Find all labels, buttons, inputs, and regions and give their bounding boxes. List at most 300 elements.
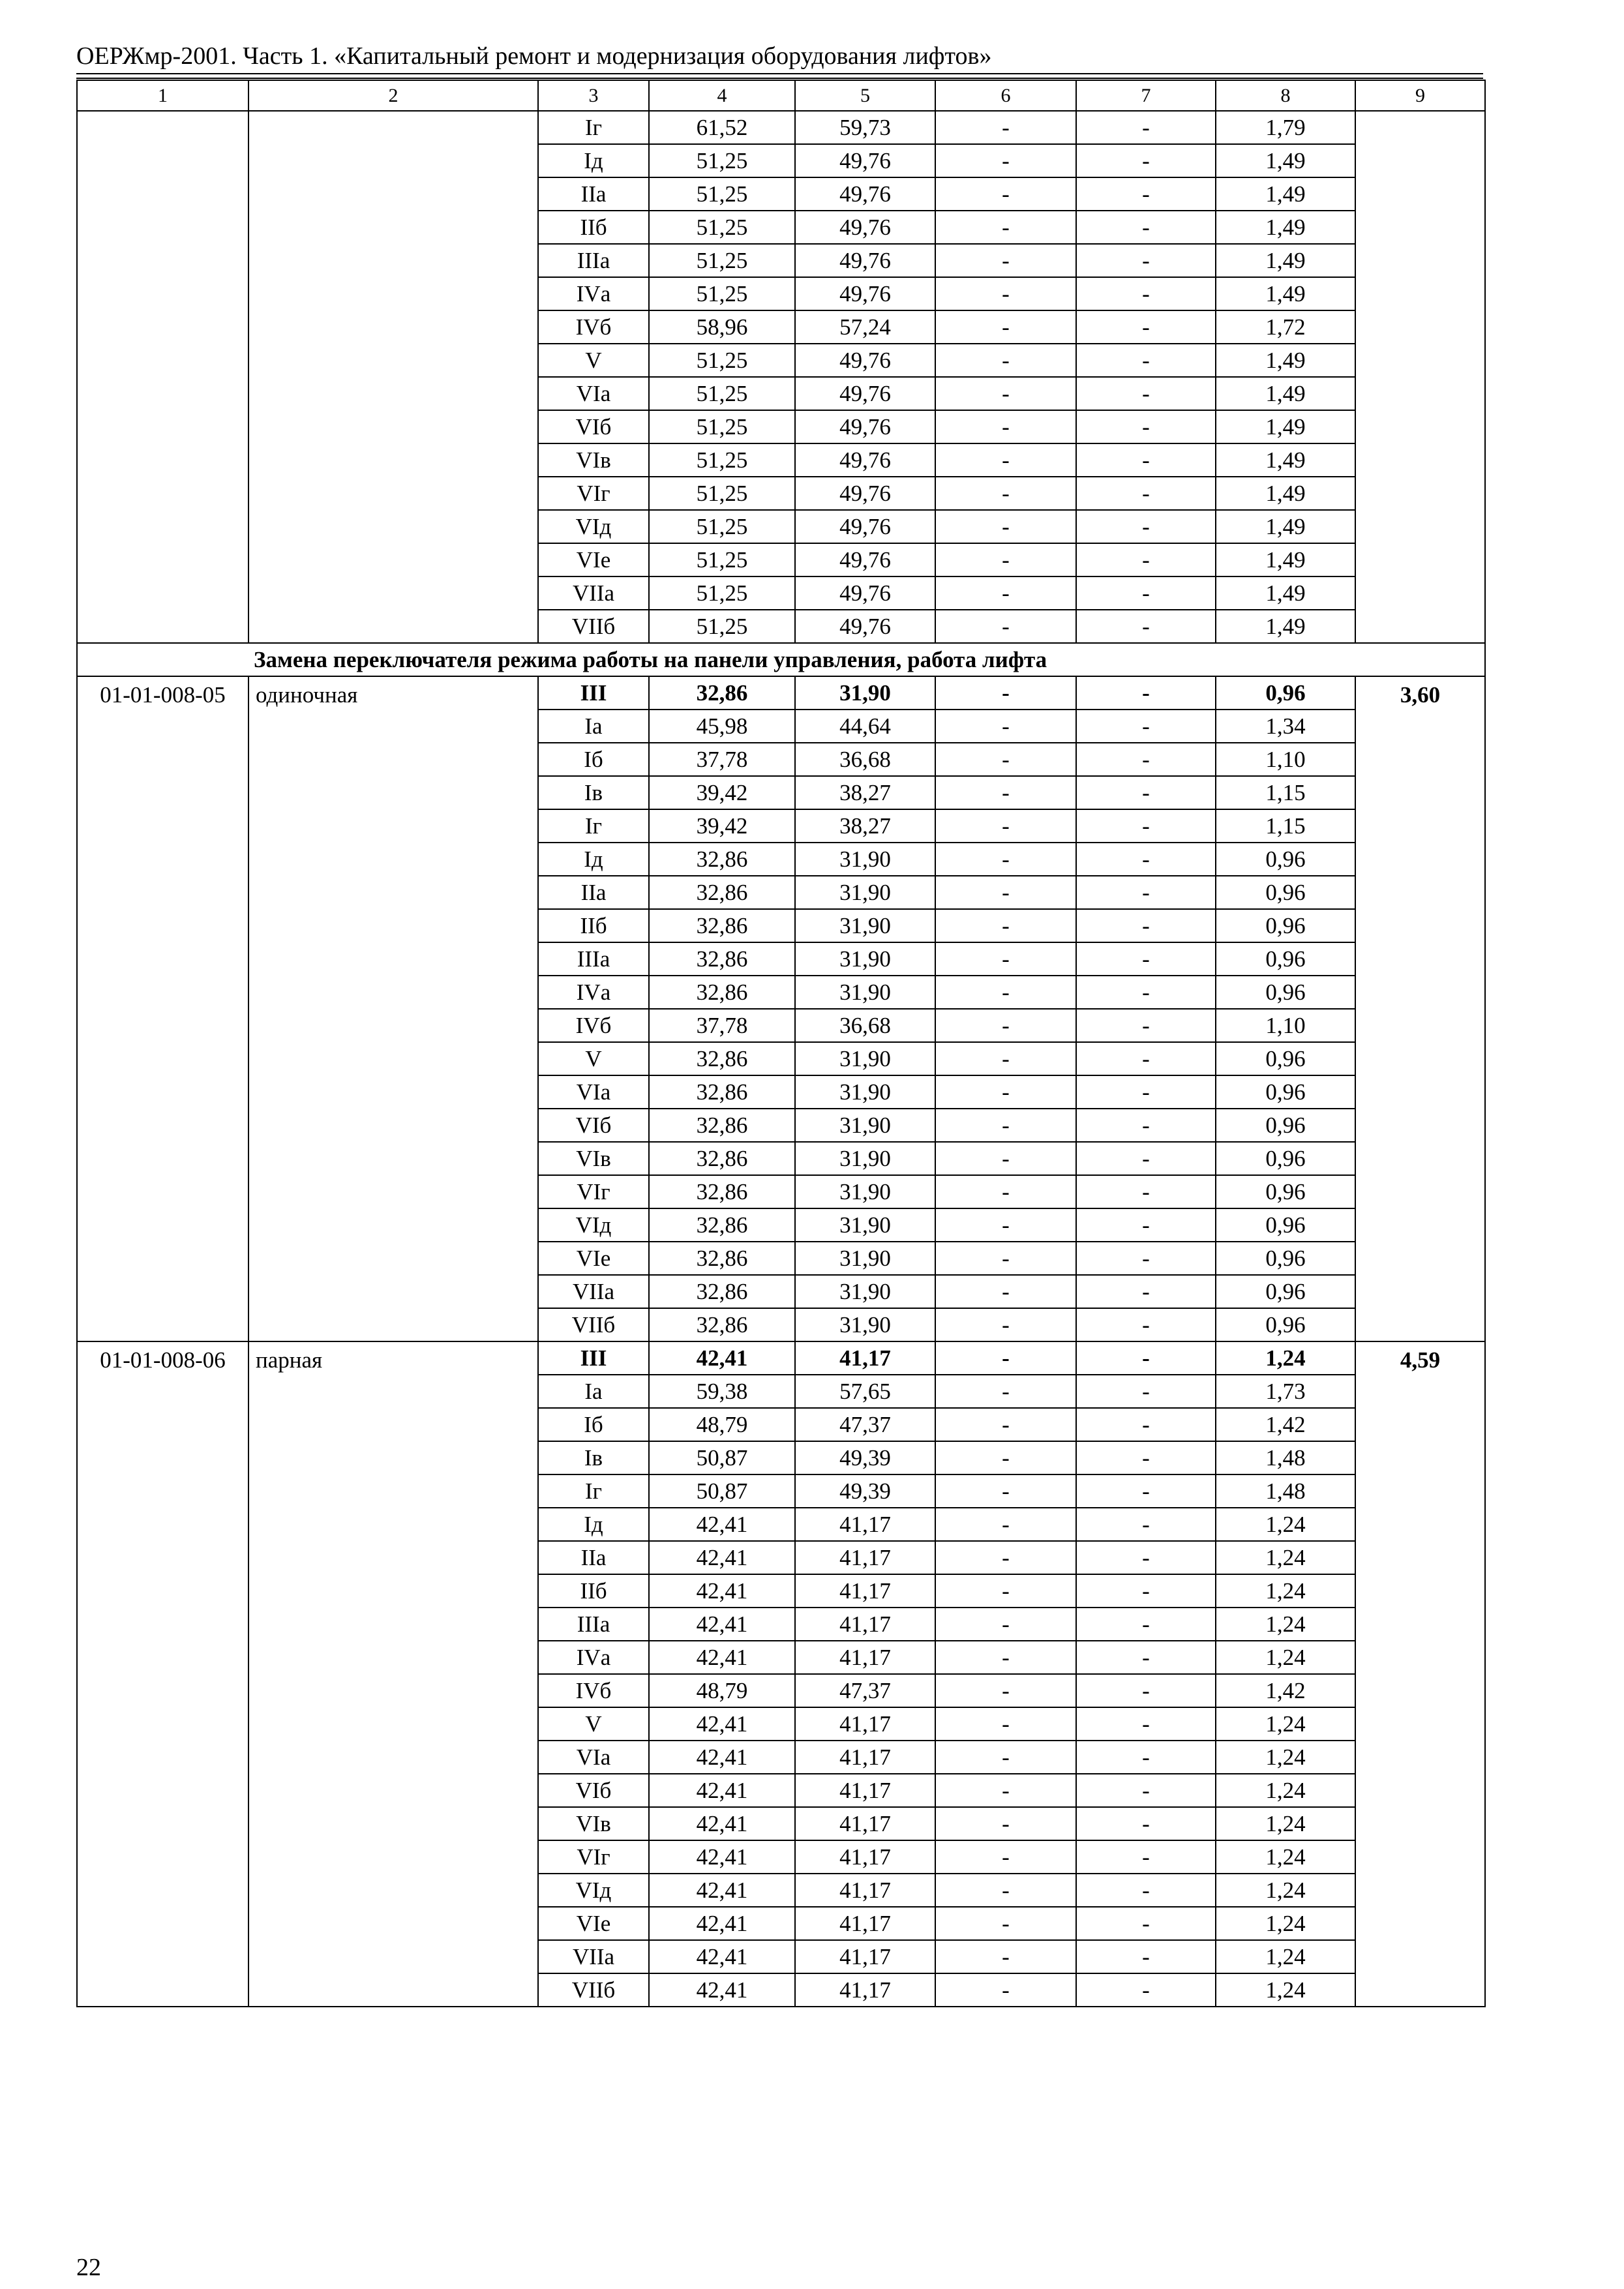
col8-cell: 1,49 (1216, 410, 1355, 443)
col6-cell: - (935, 310, 1076, 344)
col8-cell: 1,49 (1216, 443, 1355, 477)
col7-cell: - (1076, 244, 1216, 277)
column-numbers-row (77, 80, 1485, 111)
category-cell: Iд (538, 1508, 649, 1541)
col5-cell: 49,76 (795, 610, 935, 643)
col6-cell: - (935, 942, 1076, 976)
col4-cell: 32,86 (649, 942, 795, 976)
col8-cell: 1,49 (1216, 177, 1355, 211)
col6-cell: - (935, 144, 1076, 177)
category-cell: VIIб (538, 1308, 649, 1341)
col8-cell: 0,96 (1216, 976, 1355, 1009)
col8-cell: 1,49 (1216, 144, 1355, 177)
category-cell: VIг (538, 1840, 649, 1874)
col6-cell: - (935, 1175, 1076, 1208)
col6-cell: - (935, 1042, 1076, 1075)
col6-cell: - (935, 1009, 1076, 1042)
category-cell: VIд (538, 1208, 649, 1242)
col7-cell: - (1076, 543, 1216, 576)
norm-code: 01-01-008-06 (77, 1341, 248, 2007)
col5-cell: 31,90 (795, 843, 935, 876)
col5-cell: 49,76 (795, 410, 935, 443)
norm-description: парная (248, 1341, 538, 2007)
col8-cell: 1,24 (1216, 1341, 1355, 1375)
col6-cell: - (935, 1208, 1076, 1242)
col4-cell: 37,78 (649, 1009, 795, 1042)
col5-cell: 41,17 (795, 1574, 935, 1608)
col7-cell: - (1076, 1042, 1216, 1075)
category-cell: IIб (538, 1574, 649, 1608)
col6-cell: - (935, 1807, 1076, 1840)
col5-cell: 49,76 (795, 211, 935, 244)
col7-cell: - (1076, 843, 1216, 876)
col4-cell: 58,96 (649, 310, 795, 344)
col8-cell: 0,96 (1216, 942, 1355, 976)
col6-cell: - (935, 344, 1076, 377)
col5-cell: 49,39 (795, 1441, 935, 1474)
col6-cell: - (935, 1907, 1076, 1940)
col8-cell: 0,96 (1216, 676, 1355, 710)
col8-cell: 1,49 (1216, 211, 1355, 244)
col4-cell: 51,25 (649, 543, 795, 576)
category-cell: Iв (538, 776, 649, 809)
col7-cell: - (1076, 1375, 1216, 1408)
norm-total: 3,60 (1355, 676, 1485, 1341)
col4-cell: 51,25 (649, 443, 795, 477)
col6-cell: - (935, 1973, 1076, 2007)
col7-cell: - (1076, 1608, 1216, 1641)
category-cell: Iб (538, 743, 649, 776)
col6-cell: - (935, 510, 1076, 543)
col8-cell: 1,24 (1216, 1807, 1355, 1840)
col7-cell: - (1076, 1741, 1216, 1774)
col5-cell: 57,24 (795, 310, 935, 344)
col8-cell: 0,96 (1216, 1208, 1355, 1242)
col4-cell: 32,86 (649, 1208, 795, 1242)
col5-cell: 36,68 (795, 1009, 935, 1042)
col4-cell: 32,86 (649, 843, 795, 876)
col7-cell: - (1076, 1175, 1216, 1208)
col5-cell: 31,90 (795, 1142, 935, 1175)
col6-cell: - (935, 876, 1076, 909)
col6-cell: - (935, 1441, 1076, 1474)
col5-cell: 57,65 (795, 1375, 935, 1408)
category-cell: Iд (538, 843, 649, 876)
col5-cell: 41,17 (795, 1541, 935, 1574)
category-cell: IVб (538, 1674, 649, 1707)
col5-cell: 31,90 (795, 876, 935, 909)
col4-cell: 39,42 (649, 776, 795, 809)
col8-cell: 0,96 (1216, 909, 1355, 942)
col6-cell: - (935, 1840, 1076, 1874)
col6-cell: - (935, 1474, 1076, 1508)
category-cell: VIв (538, 443, 649, 477)
col7-cell: - (1076, 1009, 1216, 1042)
col8-cell: 1,15 (1216, 776, 1355, 809)
col8-cell: 0,96 (1216, 1075, 1355, 1109)
col4-cell: 32,86 (649, 1042, 795, 1075)
col5-cell: 38,27 (795, 809, 935, 843)
col4-cell: 42,41 (649, 1840, 795, 1874)
col8-cell: 1,24 (1216, 1840, 1355, 1874)
category-cell: VIг (538, 1175, 649, 1208)
col5-cell: 41,17 (795, 1707, 935, 1741)
page-number: 22 (76, 2254, 101, 2281)
col7-cell: - (1076, 1874, 1216, 1907)
col5-cell: 49,76 (795, 477, 935, 510)
col6-cell: - (935, 676, 1076, 710)
col7-cell: - (1076, 1109, 1216, 1142)
col4-cell: 42,41 (649, 1341, 795, 1375)
col4-cell: 51,25 (649, 410, 795, 443)
col4-cell: 32,86 (649, 1275, 795, 1308)
col4-cell: 32,86 (649, 1175, 795, 1208)
col6-cell: - (935, 377, 1076, 410)
col7-cell: - (1076, 1940, 1216, 1973)
col7-cell: - (1076, 1707, 1216, 1741)
col4-cell: 59,38 (649, 1375, 795, 1408)
category-cell: VIд (538, 510, 649, 543)
table-row (77, 111, 1485, 144)
col4-cell: 32,86 (649, 909, 795, 942)
col7-cell: - (1076, 1774, 1216, 1807)
col8-cell: 1,48 (1216, 1441, 1355, 1474)
col6-cell: - (935, 1641, 1076, 1674)
col7-cell: - (1076, 942, 1216, 976)
col7-cell: - (1076, 1242, 1216, 1275)
col8-cell: 1,49 (1216, 477, 1355, 510)
col5-cell: 41,17 (795, 1874, 935, 1907)
col4-cell: 51,25 (649, 510, 795, 543)
col5-cell: 31,90 (795, 676, 935, 710)
col4-cell: 32,86 (649, 676, 795, 710)
col4-cell: 42,41 (649, 1907, 795, 1940)
col8-cell: 1,49 (1216, 510, 1355, 543)
col6-cell: - (935, 1608, 1076, 1641)
table-body (77, 80, 1485, 2007)
col5-cell: 41,17 (795, 1940, 935, 1973)
col5-cell: 49,76 (795, 443, 935, 477)
col8-cell: 1,24 (1216, 1874, 1355, 1907)
col5-cell: 31,90 (795, 1075, 935, 1109)
col7-cell: - (1076, 1907, 1216, 1940)
category-cell: VIIа (538, 576, 649, 610)
column-number: 4 (649, 80, 795, 111)
col5-cell: 41,17 (795, 1741, 935, 1774)
col7-cell: - (1076, 377, 1216, 410)
category-cell: VIг (538, 477, 649, 510)
category-cell: Iб (538, 1408, 649, 1441)
col4-cell: 42,41 (649, 1741, 795, 1774)
category-cell: VIе (538, 1907, 649, 1940)
col8-cell: 0,96 (1216, 1308, 1355, 1341)
col7-cell: - (1076, 111, 1216, 144)
category-cell: IVа (538, 1641, 649, 1674)
col6-cell: - (935, 976, 1076, 1009)
col5-cell: 31,90 (795, 1208, 935, 1242)
col6-cell: - (935, 1508, 1076, 1541)
col8-cell: 1,49 (1216, 277, 1355, 310)
category-cell: IIа (538, 1541, 649, 1574)
col8-cell: 1,24 (1216, 1774, 1355, 1807)
column-number: 2 (248, 80, 538, 111)
col7-cell: - (1076, 710, 1216, 743)
col6-cell: - (935, 543, 1076, 576)
col4-cell: 32,86 (649, 1109, 795, 1142)
col7-cell: - (1076, 1508, 1216, 1541)
col5-cell: 47,37 (795, 1674, 935, 1707)
category-cell: IIб (538, 211, 649, 244)
col7-cell: - (1076, 1275, 1216, 1308)
norm-total: 4,59 (1355, 1341, 1485, 2007)
col4-cell: 32,86 (649, 1242, 795, 1275)
col7-cell: - (1076, 1408, 1216, 1441)
col4-cell: 42,41 (649, 1774, 795, 1807)
col6-cell: - (935, 1242, 1076, 1275)
category-cell: VIб (538, 1774, 649, 1807)
col8-cell: 0,96 (1216, 876, 1355, 909)
column-number: 8 (1216, 80, 1355, 111)
col8-cell: 1,24 (1216, 1641, 1355, 1674)
col8-cell: 1,48 (1216, 1474, 1355, 1508)
category-cell: IIIа (538, 942, 649, 976)
col6-cell: - (935, 211, 1076, 244)
col6-cell: - (935, 1109, 1076, 1142)
category-cell: VIIа (538, 1275, 649, 1308)
col8-cell: 0,96 (1216, 1109, 1355, 1142)
document-header: ОЕРЖмр-2001. Часть 1. «Капитальный ремонт и модернизация оборудования лифтов» (76, 42, 992, 70)
col7-cell: - (1076, 177, 1216, 211)
col6-cell: - (935, 909, 1076, 942)
category-cell: VIв (538, 1807, 649, 1840)
col7-cell: - (1076, 776, 1216, 809)
col7-cell: - (1076, 576, 1216, 610)
column-number: 9 (1355, 80, 1485, 111)
col5-cell: 49,76 (795, 344, 935, 377)
table-row (77, 1341, 1485, 1375)
col7-cell: - (1076, 1641, 1216, 1674)
column-number: 6 (935, 80, 1076, 111)
col7-cell: - (1076, 1840, 1216, 1874)
section-title-row (77, 643, 1485, 676)
col4-cell: 51,25 (649, 610, 795, 643)
category-cell: VIб (538, 410, 649, 443)
col7-cell: - (1076, 676, 1216, 710)
col7-cell: - (1076, 876, 1216, 909)
category-cell: VIд (538, 1874, 649, 1907)
col7-cell: - (1076, 144, 1216, 177)
column-number: 5 (795, 80, 935, 111)
col4-cell: 42,41 (649, 1973, 795, 2007)
col6-cell: - (935, 576, 1076, 610)
col6-cell: - (935, 1874, 1076, 1907)
category-cell: VIе (538, 543, 649, 576)
col4-cell: 42,41 (649, 1574, 795, 1608)
col4-cell: 42,41 (649, 1940, 795, 1973)
col6-cell: - (935, 1541, 1076, 1574)
col5-cell: 31,90 (795, 1308, 935, 1341)
col5-cell: 31,90 (795, 1109, 935, 1142)
col5-cell: 31,90 (795, 942, 935, 976)
column-number: 3 (538, 80, 649, 111)
col8-cell: 1,10 (1216, 743, 1355, 776)
col4-cell: 42,41 (649, 1641, 795, 1674)
col7-cell: - (1076, 1441, 1216, 1474)
column-number: 7 (1076, 80, 1216, 111)
col5-cell: 36,68 (795, 743, 935, 776)
col8-cell: 1,10 (1216, 1009, 1355, 1042)
col4-cell: 51,25 (649, 211, 795, 244)
col7-cell: - (1076, 909, 1216, 942)
category-cell: VIIа (538, 1940, 649, 1973)
col7-cell: - (1076, 809, 1216, 843)
description-cell (248, 111, 538, 643)
table-row (77, 676, 1485, 710)
col5-cell: 41,17 (795, 1907, 935, 1940)
col8-cell: 1,49 (1216, 344, 1355, 377)
header-double-rule (76, 73, 1483, 79)
col5-cell: 44,64 (795, 710, 935, 743)
col8-cell: 1,49 (1216, 576, 1355, 610)
col8-cell: 1,72 (1216, 310, 1355, 344)
col5-cell: 41,17 (795, 1973, 935, 2007)
col5-cell: 49,76 (795, 244, 935, 277)
col4-cell: 32,86 (649, 1308, 795, 1341)
col5-cell: 59,73 (795, 111, 935, 144)
col7-cell: - (1076, 477, 1216, 510)
col5-cell: 31,90 (795, 1175, 935, 1208)
col5-cell: 31,90 (795, 1275, 935, 1308)
col6-cell: - (935, 1375, 1076, 1408)
col6-cell: - (935, 1574, 1076, 1608)
col4-cell: 45,98 (649, 710, 795, 743)
code-cell (77, 111, 248, 643)
col8-cell: 1,24 (1216, 1940, 1355, 1973)
col5-cell: 41,17 (795, 1807, 935, 1840)
col4-cell: 61,52 (649, 111, 795, 144)
norm-description: одиночная (248, 676, 538, 1341)
col8-cell: 0,96 (1216, 1242, 1355, 1275)
col6-cell: - (935, 1275, 1076, 1308)
col4-cell: 48,79 (649, 1674, 795, 1707)
col8-cell: 1,24 (1216, 1508, 1355, 1541)
category-cell: III (538, 1341, 649, 1375)
norms-table (76, 80, 1486, 2007)
section-title: Замена переключателя режима работы на панели управления, работа лифта (77, 643, 1485, 676)
col8-cell: 1,24 (1216, 1541, 1355, 1574)
col4-cell: 51,25 (649, 177, 795, 211)
col6-cell: - (935, 1408, 1076, 1441)
col8-cell: 1,49 (1216, 543, 1355, 576)
col7-cell: - (1076, 410, 1216, 443)
col5-cell: 31,90 (795, 976, 935, 1009)
total-cell (1355, 111, 1485, 643)
col4-cell: 51,25 (649, 377, 795, 410)
col6-cell: - (935, 809, 1076, 843)
col6-cell: - (935, 1674, 1076, 1707)
col5-cell: 41,17 (795, 1641, 935, 1674)
col5-cell: 49,76 (795, 510, 935, 543)
col6-cell: - (935, 743, 1076, 776)
col6-cell: - (935, 244, 1076, 277)
col4-cell: 51,25 (649, 344, 795, 377)
category-cell: V (538, 344, 649, 377)
category-cell: IVб (538, 310, 649, 344)
col6-cell: - (935, 1075, 1076, 1109)
col6-cell: - (935, 843, 1076, 876)
col6-cell: - (935, 177, 1076, 211)
col4-cell: 42,41 (649, 1807, 795, 1840)
col6-cell: - (935, 610, 1076, 643)
col5-cell: 41,17 (795, 1341, 935, 1375)
column-number: 1 (77, 80, 248, 111)
category-cell: IVа (538, 277, 649, 310)
col4-cell: 42,41 (649, 1541, 795, 1574)
category-cell: VIа (538, 1075, 649, 1109)
col5-cell: 41,17 (795, 1840, 935, 1874)
col4-cell: 50,87 (649, 1474, 795, 1508)
col7-cell: - (1076, 1973, 1216, 2007)
col5-cell: 49,76 (795, 576, 935, 610)
col6-cell: - (935, 776, 1076, 809)
category-cell: Iг (538, 809, 649, 843)
col8-cell: 1,34 (1216, 710, 1355, 743)
category-cell: IIб (538, 909, 649, 942)
col4-cell: 32,86 (649, 976, 795, 1009)
col5-cell: 41,17 (795, 1608, 935, 1641)
col7-cell: - (1076, 277, 1216, 310)
category-cell: Iв (538, 1441, 649, 1474)
col6-cell: - (935, 710, 1076, 743)
col8-cell: 0,96 (1216, 843, 1355, 876)
category-cell: VIе (538, 1242, 649, 1275)
col8-cell: 1,79 (1216, 111, 1355, 144)
col4-cell: 32,86 (649, 1142, 795, 1175)
col6-cell: - (935, 1741, 1076, 1774)
col6-cell: - (935, 1308, 1076, 1341)
col4-cell: 42,41 (649, 1508, 795, 1541)
col5-cell: 49,76 (795, 277, 935, 310)
col8-cell: 1,24 (1216, 1907, 1355, 1940)
col8-cell: 0,96 (1216, 1042, 1355, 1075)
col4-cell: 51,25 (649, 477, 795, 510)
col6-cell: - (935, 1707, 1076, 1741)
col5-cell: 31,90 (795, 1242, 935, 1275)
col7-cell: - (1076, 976, 1216, 1009)
col6-cell: - (935, 1142, 1076, 1175)
col4-cell: 42,41 (649, 1608, 795, 1641)
col7-cell: - (1076, 1574, 1216, 1608)
category-cell: VIб (538, 1109, 649, 1142)
category-cell: IIа (538, 876, 649, 909)
col6-cell: - (935, 410, 1076, 443)
col6-cell: - (935, 1940, 1076, 1973)
col7-cell: - (1076, 211, 1216, 244)
category-cell: Iг (538, 1474, 649, 1508)
col4-cell: 39,42 (649, 809, 795, 843)
col5-cell: 31,90 (795, 909, 935, 942)
category-cell: IVб (538, 1009, 649, 1042)
category-cell: Iг (538, 111, 649, 144)
col5-cell: 41,17 (795, 1508, 935, 1541)
col8-cell: 1,42 (1216, 1408, 1355, 1441)
col4-cell: 51,25 (649, 576, 795, 610)
category-cell: VIIб (538, 1973, 649, 2007)
col6-cell: - (935, 277, 1076, 310)
col6-cell: - (935, 1774, 1076, 1807)
col5-cell: 47,37 (795, 1408, 935, 1441)
category-cell: V (538, 1707, 649, 1741)
